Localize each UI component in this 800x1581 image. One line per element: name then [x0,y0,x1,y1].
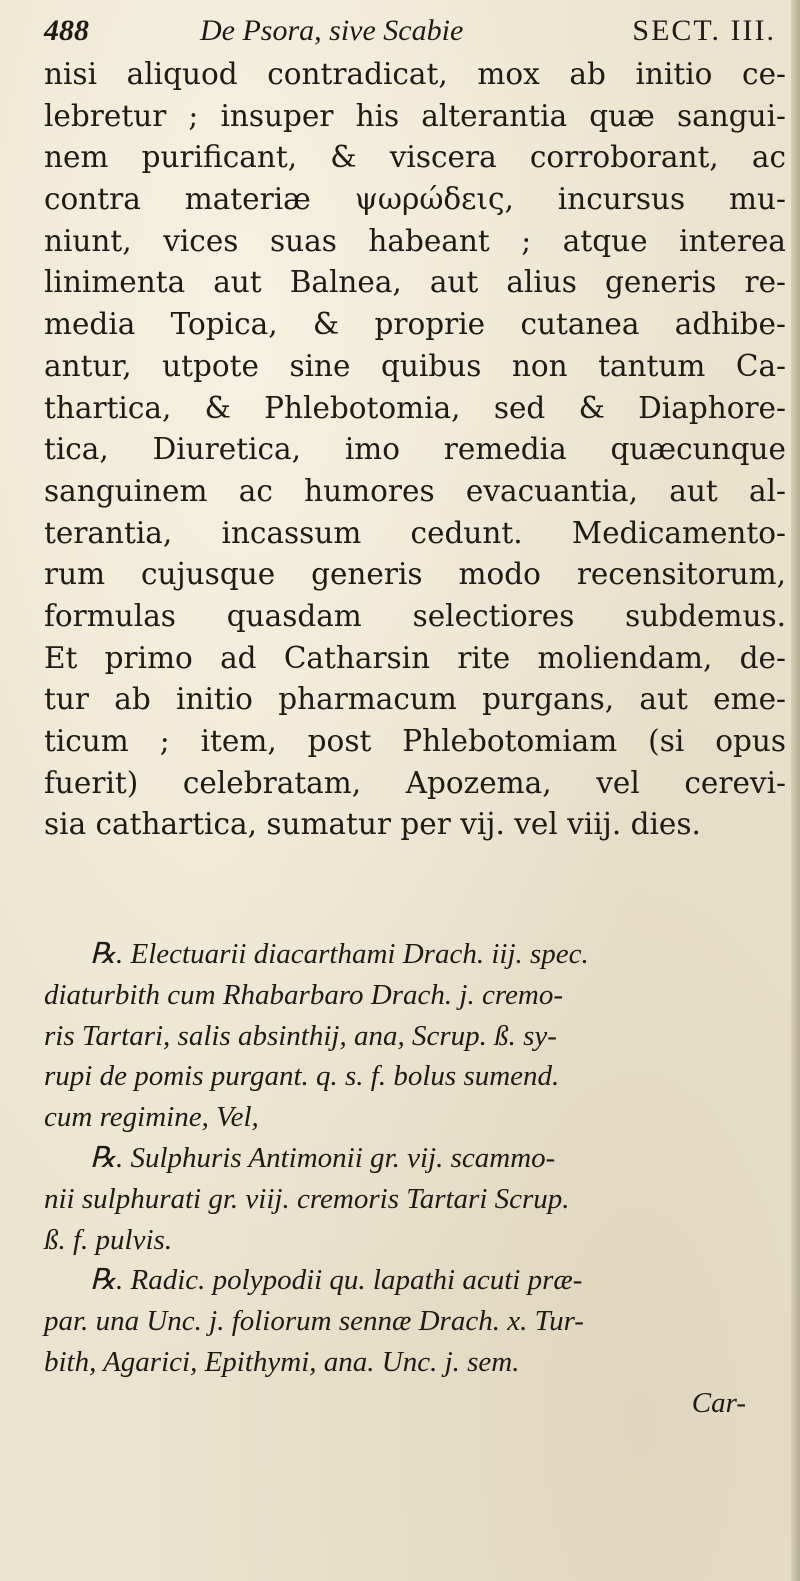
recipe-line: cum regimine, Vel, [44,1101,259,1134]
text-line: terantia, incassum cedunt. Medicamento- [44,515,786,550]
text-line: ticum ; item, post Phlebotomiam (si opus [44,724,786,758]
text-line: nem purificant, & viscera corroborant, ac [44,140,786,175]
recipe-line: ℞. Electuarii diacarthami Drach. iij. spec. [90,938,589,970]
catchword: Car- [691,1386,746,1419]
text-line: thartica, & Phlebotomia, sed & Diaphore- [44,390,786,425]
text-line: lebretur ; insuper his alterantia quæ sangui- [44,98,786,133]
text-line: rum cujusque generis modo recensitorum, [44,557,786,592]
recipe-line: par. una Unc. j. foliorum sennæ Drach. x. Tur- [44,1305,584,1338]
recipe-line: rupi de pomis purgant. q. s. f. bolus sumend. [44,1060,560,1093]
text-line: Et primo ad Catharsin rite moliendam, de- [44,640,786,675]
recipe-line: ℞. Radic. polypodii qu. lapathi acuti præ- [90,1264,583,1297]
text-line: tica, Diuretica, imo remedia quæcunque [44,432,786,467]
text-line: niunt, vices suas habeant ; atque interea [44,223,786,258]
text-line: linimenta aut Balnea, aut alius generis re- [44,265,786,300]
page-number: 488 [44,14,89,47]
text-line: antur, utpote sine quibus non tantum Ca- [44,348,786,383]
recipe-line: ℞. Sulphuris Antimonii gr. vij. scammo- [90,1141,556,1174]
text-line: fuerit) celebratam, Apozema, vel cerevi- [44,765,786,800]
running-head [44,8,784,54]
recipe-block [44,934,786,1424]
recipe-line: ris Tartari, salis absinthij, ana, Scrup. ß. sy- [44,1019,557,1052]
text-line: media Topica, & proprie cutanea adhibe- [44,307,786,342]
text-line: contra materiæ ψωρώδεις, incursus mu- [44,182,786,217]
page-edge [791,0,800,1581]
main-text [44,54,786,846]
running-title: De Psora, sive Scabie [200,14,464,47]
text-line: sia cathartica, sumatur per vij. vel viij. dies. [44,807,701,842]
text-line: sanguinem ac humores evacuantia, aut al- [44,473,786,508]
text-line: tur ab initio pharmacum purgans, aut eme- [44,682,786,717]
text-line: nisi aliquod contradicat, mox ab initio ce- [44,57,786,91]
recipe-line: nii sulphurati gr. viij. cremoris Tartari Scrup. [44,1182,570,1215]
recipe-line: bith, Agarici, Epithymi, ana. Unc. j. sem. [44,1345,520,1378]
text-line: formulas quasdam selectiores subdemus. [44,598,786,633]
recipe-line: ß. f. pulvis. [44,1223,173,1256]
section-label: SECT. III. [632,14,776,47]
recipe-line: diaturbith cum Rhabarbaro Drach. j. cremo- [44,978,563,1011]
